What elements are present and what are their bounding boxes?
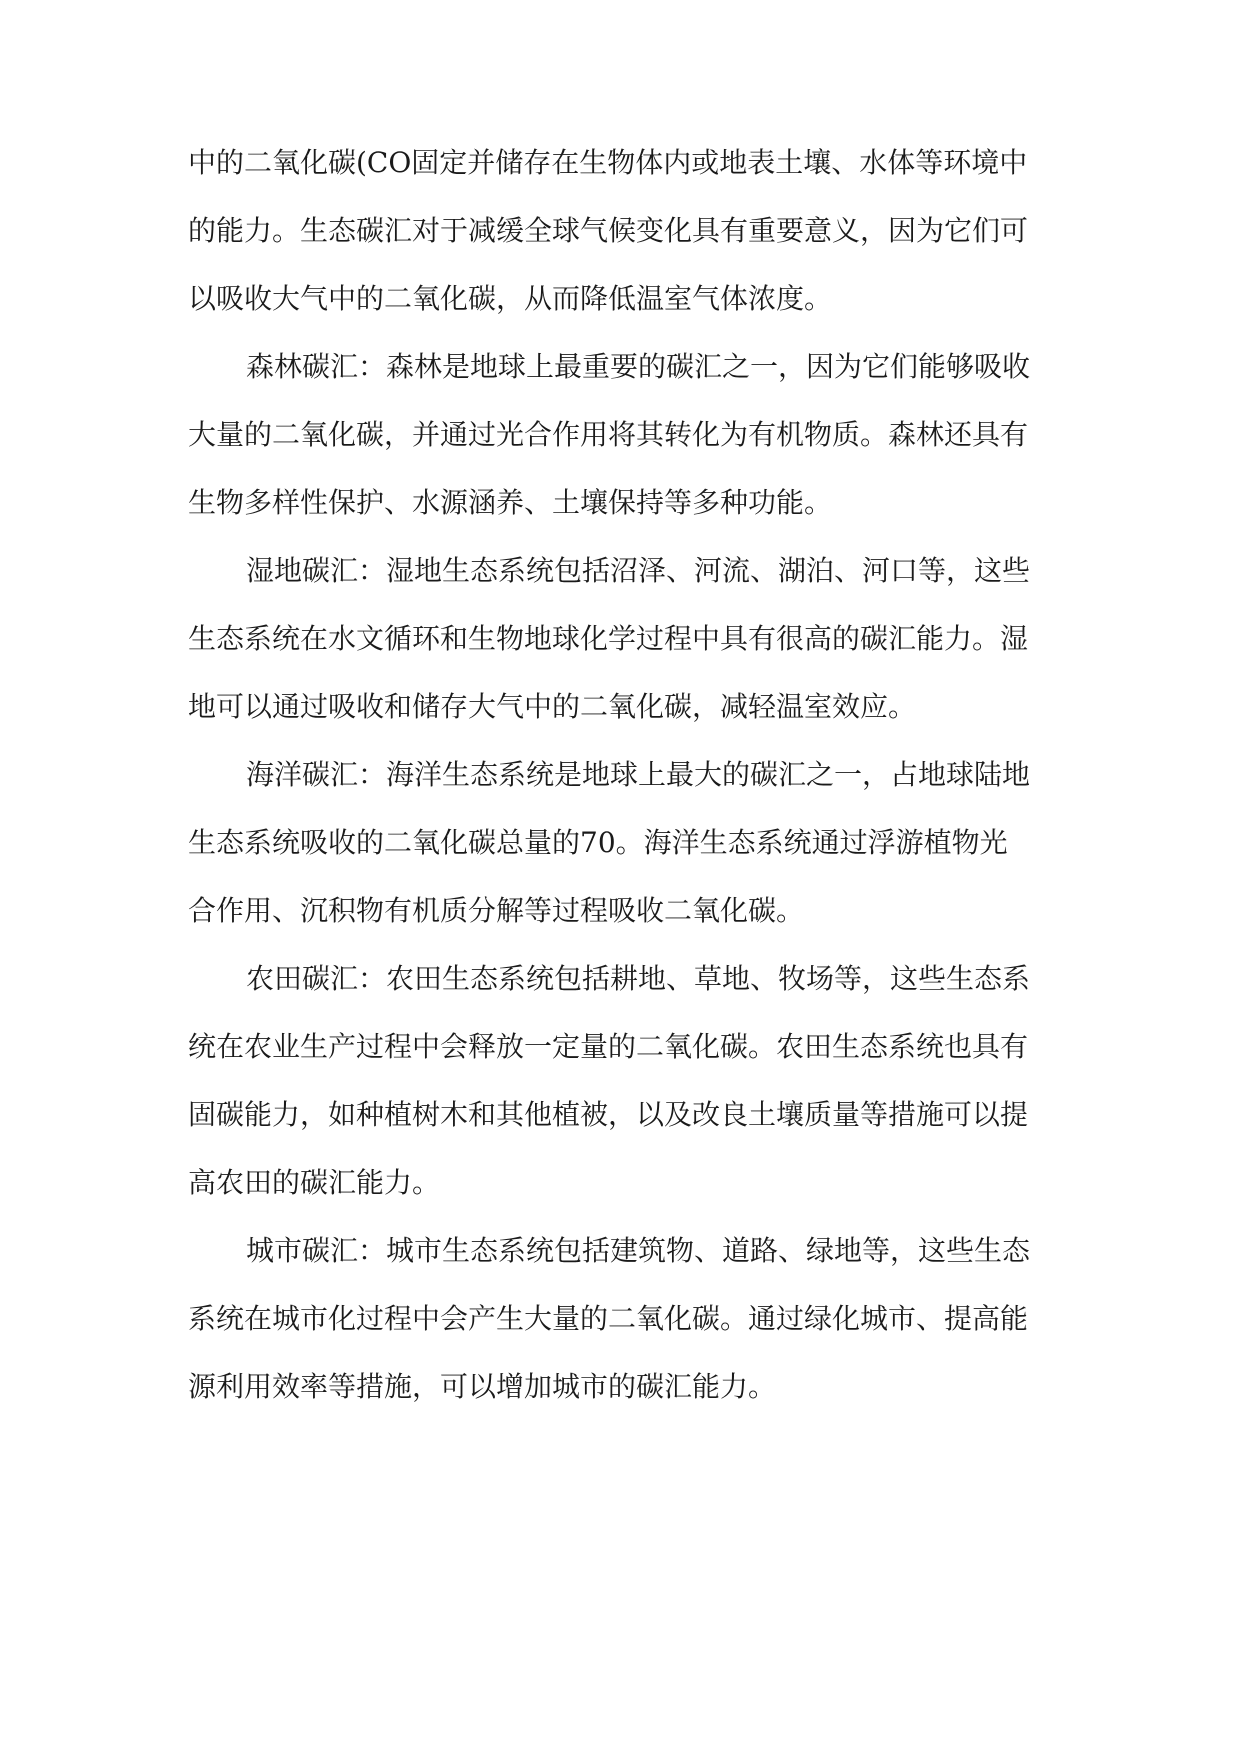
text-line: 以吸收大气中的二氧化碳，从而降低温室气体浓度。 — [188, 282, 833, 315]
paragraph-forest-carbon-sink — [188, 350, 1068, 554]
text-line: 生态系统吸收的二氧化碳总量的70。海洋生态系统通过浮游植物光 — [188, 826, 1008, 859]
paragraph-ecological-carbon-sink — [188, 146, 1068, 350]
paragraph-farmland-carbon-sink — [188, 962, 1068, 1234]
text-line: 大量的二氧化碳，并通过光合作用将其转化为有机物质。森林还具有 — [188, 418, 1029, 451]
text-line: 中的二氧化碳(CO固定并储存在生物体内或地表土壤、水体等环境中 — [188, 146, 1028, 179]
text-line: 的能力。生态碳汇对于减缓全球气候变化具有重要意义，因为它们可 — [188, 214, 1029, 247]
text-line: 系统在城市化过程中会产生大量的二氧化碳。通过绿化城市、提高能 — [188, 1302, 1029, 1335]
document-body — [188, 146, 1068, 1438]
paragraph-wetland-carbon-sink — [188, 554, 1068, 758]
text-line: 城市碳汇：城市生态系统包括建筑物、道路、绿地等，这些生态 — [246, 1234, 1031, 1267]
text-line: 生态系统在水文循环和生物地球化学过程中具有很高的碳汇能力。湿 — [188, 622, 1029, 655]
text-line: 农田碳汇：农田生态系统包括耕地、草地、牧场等，这些生态系 — [246, 962, 1031, 995]
text-line: 合作用、沉积物有机质分解等过程吸收二氧化碳。 — [188, 894, 805, 927]
text-line: 统在农业生产过程中会释放一定量的二氧化碳。农田生态系统也具有 — [188, 1030, 1029, 1063]
text-line: 生物多样性保护、水源涵养、土壤保持等多种功能。 — [188, 486, 833, 519]
text-line: 地可以通过吸收和储存大气中的二氧化碳，减轻温室效应。 — [188, 690, 917, 723]
text-line: 海洋碳汇：海洋生态系统是地球上最大的碳汇之一，占地球陆地 — [246, 758, 1031, 791]
paragraph-urban-carbon-sink — [188, 1234, 1068, 1438]
text-line: 湿地碳汇：湿地生态系统包括沼泽、河流、湖泊、河口等，这些 — [246, 554, 1031, 587]
paragraph-ocean-carbon-sink — [188, 758, 1068, 962]
text-line: 源利用效率等措施，可以增加城市的碳汇能力。 — [188, 1370, 777, 1403]
text-line: 固碳能力，如种植树木和其他植被，以及改良土壤质量等措施可以提 — [188, 1098, 1029, 1131]
text-line: 森林碳汇：森林是地球上最重要的碳汇之一，因为它们能够吸收 — [246, 350, 1031, 383]
text-line: 高农田的碳汇能力。 — [188, 1166, 441, 1199]
